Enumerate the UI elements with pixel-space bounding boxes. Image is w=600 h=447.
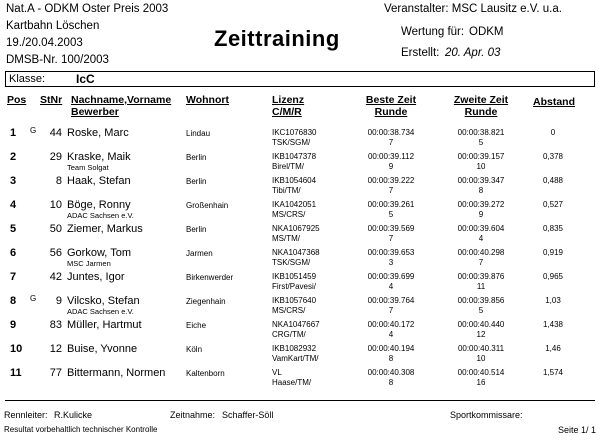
created-date: 20. Apr. 03 (445, 47, 501, 59)
row-position: 2 (10, 151, 17, 163)
row-second-time: 00:00:40.440 (457, 320, 505, 329)
row-hometown: Berlin (186, 225, 207, 234)
row-best-lap: 4 (388, 330, 394, 339)
row-best-lap: 7 (388, 138, 394, 147)
row-chassis-engine: CRG/TM/ (272, 330, 306, 339)
col-best-time: Beste Zeit (365, 94, 417, 106)
row-second-lap: 16 (476, 378, 486, 387)
table-row (0, 221, 600, 244)
row-best-lap: 9 (388, 162, 394, 171)
row-driver-name: Gorkow, Tom (67, 247, 131, 259)
row-license: IKB1054604 (272, 176, 317, 185)
rating-value: ODKM (469, 26, 504, 38)
row-hometown: Köln (186, 345, 203, 354)
row-chassis-engine: Haase/TM/ (272, 378, 312, 387)
row-start-number: 12 (49, 343, 62, 355)
timing-value: Schaffer-Söll (222, 410, 274, 420)
row-second-time: 00:00:40.298 (457, 248, 505, 257)
rating-label: Wertung für: (401, 26, 465, 38)
venue: Kartbahn Löschen (6, 20, 100, 32)
row-chassis-engine: MS/CRS/ (272, 306, 306, 315)
row-driver-name: Müller, Hartmut (67, 319, 142, 331)
row-position: 6 (10, 247, 17, 259)
row-driver-name: Vilcsko, Stefan (67, 295, 140, 307)
col-abstand: Abstand (533, 96, 575, 108)
col-pos: Pos (7, 94, 27, 106)
klasse-label: Klasse: (9, 73, 46, 85)
row-position: 4 (10, 199, 17, 211)
row-license: NKA1067925 (272, 224, 320, 233)
row-second-lap: 12 (476, 330, 486, 339)
row-best-lap: 7 (388, 186, 394, 195)
row-start-number: 29 (49, 151, 62, 163)
row-best-time: 00:00:40.194 (367, 344, 415, 353)
col-wohnort: Wohnort (186, 94, 229, 106)
row-best-time: 00:00:39.222 (367, 176, 415, 185)
row-position: 11 (10, 367, 22, 379)
row-best-time: 00:00:39.653 (367, 248, 415, 257)
col-best-lap: Runde (374, 106, 408, 118)
row-mark: G (30, 126, 37, 135)
row-hometown: Lindau (186, 129, 211, 138)
event-dates: 19./20.04.2003 (6, 37, 83, 49)
row-best-lap: 8 (388, 378, 394, 387)
row-driver-name: Juntes, Igor (67, 271, 125, 283)
row-hometown: Großenhain (186, 201, 229, 210)
row-chassis-engine: Birel/TM/ (272, 162, 304, 171)
row-chassis-engine: TSK/SGM/ (272, 258, 311, 267)
row-second-time: 00:00:40.311 (457, 344, 505, 353)
row-hometown: Eiche (186, 321, 207, 330)
row-chassis-engine: MS/CRS/ (272, 210, 306, 219)
row-best-time: 00:00:40.172 (367, 320, 415, 329)
row-hometown: Kaltenborn (186, 369, 225, 378)
race-director: R.Kulicke (54, 410, 93, 420)
row-second-lap: 4 (478, 234, 484, 243)
row-driver-name: Ziemer, Markus (67, 223, 143, 235)
row-hometown: Jarmen (186, 249, 213, 258)
row-gap: 1,03 (545, 296, 561, 305)
row-best-lap: 8 (388, 354, 394, 363)
row-license: IKC1076830 (272, 128, 317, 137)
row-gap: 1,574 (542, 368, 564, 377)
row-position: 8 (10, 295, 17, 307)
row-best-lap: 3 (388, 258, 394, 267)
row-driver-name: Bittermann, Normen (67, 367, 166, 379)
table-row (0, 197, 600, 220)
row-license: IKB1051459 (272, 272, 317, 281)
row-entrant: MSC Jarmen (67, 259, 111, 268)
row-chassis-engine: TSK/SGM/ (272, 138, 311, 147)
row-license: IKA1042051 (272, 200, 317, 209)
row-gap: 1,46 (545, 344, 561, 353)
row-best-lap: 7 (388, 306, 394, 315)
stewards-label: Sportkommissare: (450, 410, 523, 420)
row-license: VL (272, 368, 282, 377)
row-best-lap: 4 (388, 282, 394, 291)
row-position: 3 (10, 175, 17, 187)
row-start-number: 83 (49, 319, 62, 331)
row-second-time: 00:00:38.821 (457, 128, 505, 137)
table-row (0, 149, 600, 172)
row-second-time: 00:00:39.157 (457, 152, 505, 161)
row-best-time: 00:00:39.261 (367, 200, 415, 209)
table-row (0, 173, 600, 196)
timing-label: Zeitnahme: (170, 410, 216, 420)
row-entrant: ADAC Sachsen e.V. (67, 211, 134, 220)
col-bewerber: Bewerber (71, 106, 119, 118)
row-best-time: 00:00:40.308 (367, 368, 415, 377)
row-mark: G (30, 294, 37, 303)
row-driver-name: Haak, Stefan (67, 175, 131, 187)
row-best-time: 00:00:39.569 (367, 224, 415, 233)
page-number: Seite 1/ 1 (558, 425, 597, 435)
row-gap: 0,965 (542, 272, 564, 281)
row-position: 5 (10, 223, 17, 235)
col-name: Nachname,Vorname (71, 94, 172, 106)
row-start-number: 77 (49, 367, 62, 379)
table-row (0, 317, 600, 340)
row-second-time: 00:00:39.272 (457, 200, 505, 209)
row-license: IKB1082932 (272, 344, 317, 353)
row-chassis-engine: Tibi/TM/ (272, 186, 301, 195)
row-start-number: 50 (49, 223, 62, 235)
row-gap: 1,438 (542, 320, 564, 329)
row-driver-name: Roske, Marc (67, 127, 129, 139)
race-director-label: Rennleiter: (4, 410, 48, 420)
row-start-number: 44 (49, 127, 62, 139)
row-second-time: 00:00:39.347 (457, 176, 505, 185)
row-position: 1 (10, 127, 17, 139)
row-gap: 0,378 (542, 152, 564, 161)
row-second-lap: 8 (478, 186, 484, 195)
row-gap: 0 (550, 128, 556, 137)
row-second-time: 00:00:39.604 (457, 224, 505, 233)
row-entrant: Team Solgat (67, 163, 109, 172)
table-row (0, 269, 600, 292)
klasse-value: IcC (76, 72, 95, 86)
row-second-lap: 11 (476, 282, 486, 291)
row-best-time: 00:00:39.699 (367, 272, 415, 281)
row-gap: 0,835 (542, 224, 564, 233)
table-row (0, 341, 600, 364)
row-start-number: 56 (49, 247, 62, 259)
col-second-lap: Runde (464, 106, 498, 118)
row-license: NKA1047368 (272, 248, 320, 257)
col-lizenz: Lizenz (272, 94, 305, 106)
row-best-time: 00:00:39.764 (367, 296, 415, 305)
page-title: Zeittraining (214, 26, 340, 51)
row-second-time: 00:00:40.514 (457, 368, 505, 377)
row-license: NKA1047667 (272, 320, 320, 329)
row-position: 7 (10, 271, 17, 283)
table-row (0, 365, 600, 388)
disclaimer: Resultat vorbehaltlich technischer Kontrolle (4, 425, 158, 434)
row-hometown: Berlin (186, 153, 207, 162)
row-position: 10 (10, 343, 23, 355)
table-row (0, 245, 600, 268)
row-second-time: 00:00:39.856 (457, 296, 505, 305)
table-row (0, 125, 600, 148)
row-second-time: 00:00:39.876 (457, 272, 505, 281)
row-chassis-engine: VamKart/TM/ (272, 354, 319, 363)
col-cmr: C/M/R (272, 106, 302, 118)
row-best-lap: 7 (388, 234, 394, 243)
row-best-time: 00:00:38.734 (367, 128, 415, 137)
row-second-lap: 5 (478, 138, 484, 147)
row-start-number: 9 (55, 295, 62, 307)
row-hometown: Birkenwerder (186, 273, 234, 282)
row-second-lap: 9 (478, 210, 484, 219)
organizer: Veranstalter: MSC Lausitz e.V. u.a. (384, 3, 562, 15)
row-start-number: 42 (49, 271, 62, 283)
footer-divider (5, 400, 595, 401)
row-start-number: 8 (55, 175, 62, 187)
col-second-time: Zweite Zeit (453, 94, 509, 106)
dmsb-number: DMSB-Nr. 100/2003 (6, 54, 109, 66)
row-second-lap: 7 (478, 258, 484, 267)
event-name: Nat.A - ODKM Oster Preis 2003 (6, 3, 169, 15)
row-hometown: Berlin (186, 177, 207, 186)
row-position: 9 (10, 319, 17, 331)
row-second-lap: 5 (478, 306, 484, 315)
row-start-number: 10 (49, 199, 62, 211)
klasse-box (5, 71, 595, 87)
row-gap: 0,488 (542, 176, 564, 185)
row-driver-name: Buise, Yvonne (67, 343, 138, 355)
row-second-lap: 10 (476, 354, 486, 363)
row-driver-name: Böge, Ronny (67, 199, 131, 211)
row-best-lap: 5 (388, 210, 394, 219)
table-row (0, 293, 600, 316)
row-driver-name: Kraske, Maik (67, 151, 131, 163)
row-chassis-engine: First/Pavesi/ (272, 282, 317, 291)
row-gap: 0,527 (542, 200, 564, 209)
row-entrant: ADAC Sachsen e.V. (67, 307, 134, 316)
row-license: IKB1057640 (272, 296, 317, 305)
row-hometown: Ziegenhain (186, 297, 226, 306)
col-stnr: StNr (40, 94, 63, 106)
row-second-lap: 10 (476, 162, 486, 171)
row-license: IKB1047378 (272, 152, 317, 161)
created-label: Erstellt: (401, 47, 440, 59)
row-best-time: 00:00:39.112 (367, 152, 415, 161)
row-chassis-engine: MS/TM/ (272, 234, 300, 243)
row-gap: 0,919 (542, 248, 564, 257)
